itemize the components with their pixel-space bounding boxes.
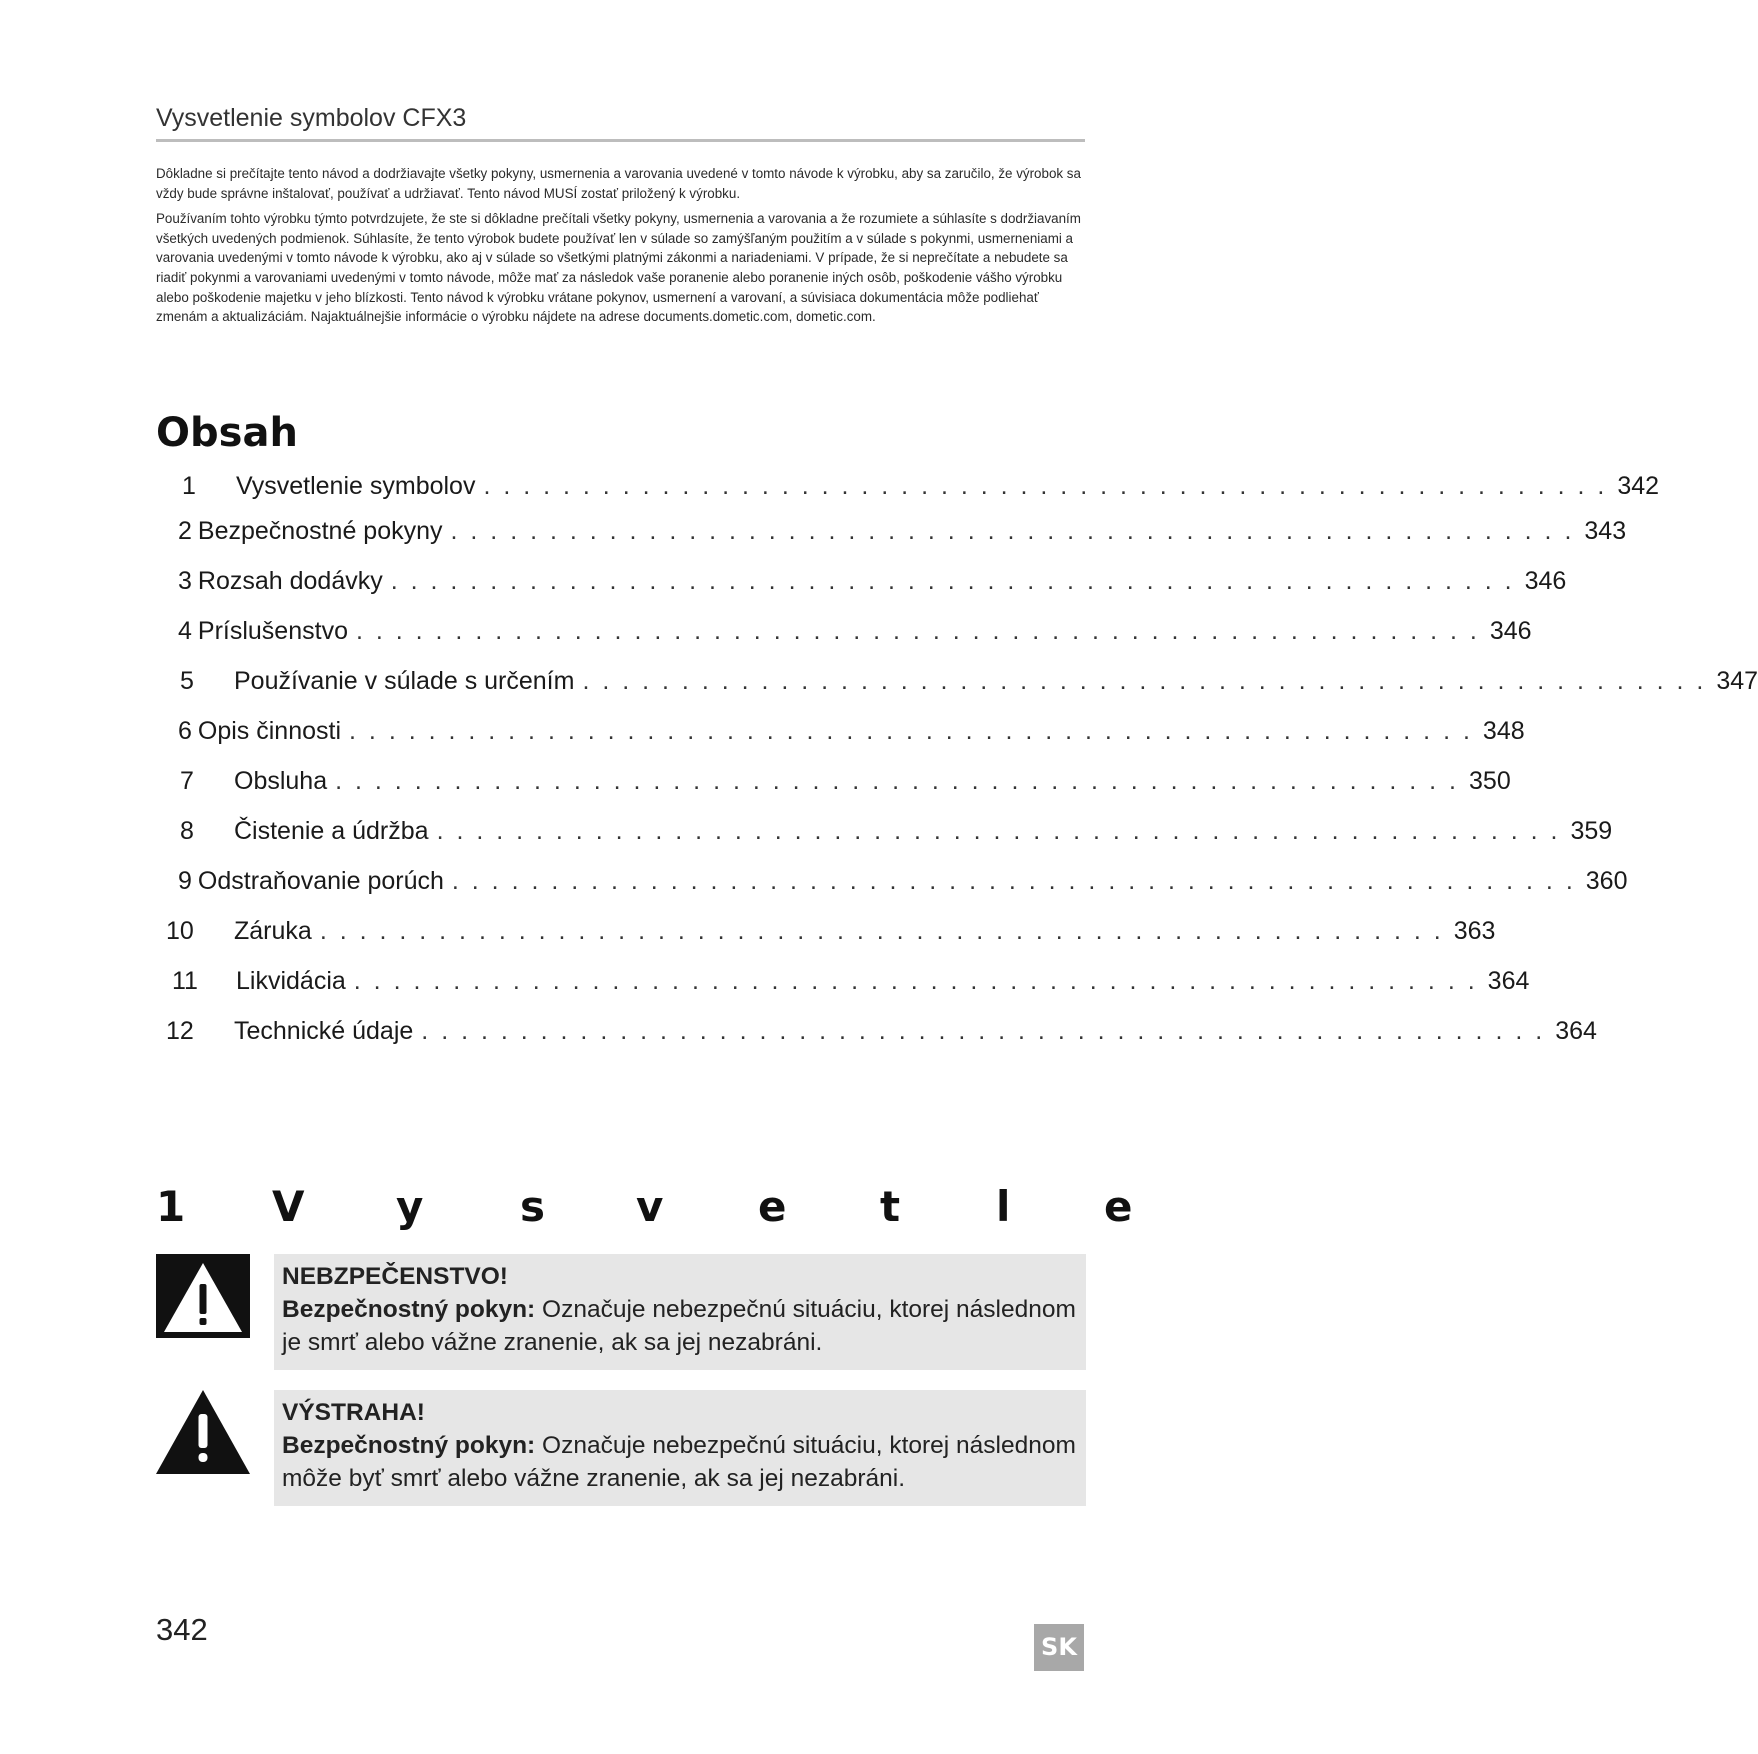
toc-entry-page: 348 [1482,716,1525,745]
section-heading-char: s [520,1182,545,1231]
warning-lead: Bezpečnostný pokyn: [282,1432,536,1459]
toc-title: Obsah [156,410,298,456]
toc-leader-dots: . . . . . . . . . . . . . . . . . . . . . . . . . . . . . . . . . . . . . . . . . . . . . . . . . . . . . . . . . [390,567,1515,595]
danger-warning-icon [156,1254,250,1338]
warning-notice-box [274,1390,1086,1506]
toc-entry[interactable] [156,1011,1597,1051]
toc-entry-title: Záruka [234,916,312,945]
toc-entry-number: 5 [180,666,194,695]
toc-entry-number: 4 [178,616,192,645]
warning-triangle-icon [156,1390,250,1474]
section-heading [156,1182,1241,1238]
toc-entry-page: 363 [1453,916,1496,945]
toc-entry-number: 11 [172,966,198,995]
toc-entry-title: Technické údaje [234,1016,414,1045]
toc-entry-title: Opis činnosti [197,716,342,745]
intro-paragraph-2: Používaním tohto výrobku týmto potvrdzujete, že ste si dôkladne prečítali všetky pokyny, usmernenia a varovania a že rozumiete a súhlasíte s dodržiavaním všetkých uvedených podmienok. Súhlasíte, že tento výrobok budete používať len v súlade so zamýšľaným použitím a v súlade s pokynmi, usmerneniami a varovania uvedenými v tomto návode k výrobku, ako aj v súlade so všetkými platnými zákonmi a nariadeniami. V prípade, že si neprečítate a nebudete sa riadiť pokynmi a varovaniami uvedenými v tomto návode, môže mať za následok vaše poranenie alebo poranenie iných osôb, poškodenie vášho výrobku alebo poškodenie majetku v jeho blízkosti. Tento návod k výrobku vrátane pokynov, usmernení a varovaní, a súvisiaca dokumentácia môže podliehať zmenám a aktualizáciám. Najaktuálnejšie informácie o výrobku nájdete na adrese documents.dometic.com, dometic.com. [156,211,1081,325]
toc-entry-title: Používanie v súlade s určením [234,666,575,695]
toc-entry[interactable] [156,761,1511,801]
toc-entry-page: 364 [1555,1016,1597,1045]
toc-entry-page: 350 [1469,766,1511,795]
toc-leader-dots: . . . . . . . . . . . . . . . . . . . . . . . . . . . . . . . . . . . . . . . . . . . . . . . . . . . . . . . . . [450,517,1575,545]
section-heading-char: t [880,1182,901,1231]
section-heading-char: V [272,1182,305,1231]
toc-entry-number: 9 [178,866,192,895]
danger-notice [156,1254,1086,1370]
toc-entry[interactable] [156,611,1532,651]
toc-entry[interactable] [156,561,1567,601]
toc-leader-dots: . . . . . . . . . . . . . . . . . . . . . . . . . . . . . . . . . . . . . . . . . . . . . . . . . . . . . . . . . [582,667,1707,695]
toc-entry[interactable] [156,861,1628,901]
toc-entry-number: 12 [166,1016,194,1045]
toc-entry-page: 364 [1487,966,1530,995]
toc-leader-dots: . . . . . . . . . . . . . . . . . . . . . . . . . . . . . . . . . . . . . . . . . . . . . . . . . . . . . . . . . [353,967,1478,995]
toc-entry-title: Odstraňovanie porúch [197,866,444,895]
toc-entry-number: 3 [178,566,192,595]
page-number: 342 [156,1612,208,1647]
section-heading-char: l [996,1182,1011,1231]
section-heading-char: 1 [156,1182,186,1231]
toc-entry-title: Vysvetlenie symbolov [236,471,476,500]
section-heading-char: v [636,1182,664,1231]
danger-notice-box [274,1254,1086,1370]
toc-leader-dots: . . . . . . . . . . . . . . . . . . . . . . . . . . . . . . . . . . . . . . . . . . . . . . . . . . . . . . . . . [436,817,1561,845]
toc-entry[interactable] [156,711,1525,751]
toc-entry-title: Bezpečnostné pokyny [197,516,443,545]
toc-entry[interactable] [156,466,1660,506]
toc-entry-page: 360 [1585,866,1628,895]
section-heading-char: y [396,1182,424,1231]
toc-entry-number: 6 [178,716,192,745]
header-title: Vysvetlenie symbolov CFX3 [156,104,467,132]
danger-text: Označuje nebezpečnú situáciu, ktorej následnom je smrť alebo vážne zranenie, ak sa jej nezabráni. [282,1296,1076,1356]
toc-entry-title: Likvidácia [236,966,346,995]
language-badge: SK [1034,1624,1084,1671]
toc-entry-page: 347 [1716,666,1758,695]
toc-leader-dots: . . . . . . . . . . . . . . . . . . . . . . . . . . . . . . . . . . . . . . . . . . . . . . . . . . . . . . . . . [335,767,1460,795]
toc-entry-number: 1 [182,471,196,500]
toc-leader-dots: . . . . . . . . . . . . . . . . . . . . . . . . . . . . . . . . . . . . . . . . . . . . . . . . . . . . . . . . . [421,1017,1546,1045]
toc-leader-dots: . . . . . . . . . . . . . . . . . . . . . . . . . . . . . . . . . . . . . . . . . . . . . . . . . . . . . . . . . [349,717,1473,745]
warning-text: Označuje nebezpečnú situáciu, ktorej následnom môže byť smrť alebo vážne zranenie, ak sa jej nezabráni. [282,1432,1076,1492]
toc-entry-title: Obsluha [234,766,328,795]
toc-leader-dots: . . . . . . . . . . . . . . . . . . . . . . . . . . . . . . . . . . . . . . . . . . . . . . . . . . . . . . . . . [483,472,1608,500]
warning-label: VÝSTRAHA! [282,1399,425,1426]
toc-leader-dots: . . . . . . . . . . . . . . . . . . . . . . . . . . . . . . . . . . . . . . . . . . . . . . . . . . . . . . . . . [451,867,1576,895]
warning-notice [156,1390,1086,1506]
toc-entry-number: 8 [180,816,194,845]
intro-text [156,164,1086,327]
danger-lead: Bezpečnostný pokyn: [282,1296,536,1323]
section-heading-char: e [758,1182,787,1231]
toc-entry-page: 343 [1584,516,1627,545]
section-heading-char: e [1104,1182,1133,1231]
toc-entry-title: Príslušenstvo [197,616,348,645]
toc-entry[interactable] [156,961,1530,1001]
running-header [156,103,1085,142]
toc-entry-number: 7 [180,766,194,795]
toc-leader-dots: . . . . . . . . . . . . . . . . . . . . . . . . . . . . . . . . . . . . . . . . . . . . . . . . . . . . . . . . . [355,617,1480,645]
toc-entry-page: 346 [1524,566,1567,595]
toc-entry-number: 10 [166,916,194,945]
toc-entry[interactable] [156,911,1496,951]
toc-entry[interactable] [156,511,1627,551]
toc-entry-page: 359 [1570,816,1613,845]
toc-entry-title: Rozsah dodávky [197,566,383,595]
toc-entry[interactable] [156,811,1613,851]
intro-paragraph-1: Dôkladne si prečítajte tento návod a dodržiavajte všetky pokyny, usmernenia a varovania uvedené v tomto návode k výrobku, aby sa zaručilo, že výrobok sa vždy bude správne inštalovať, používať a udržiavať. Tento návod MUSÍ zostať priložený k výrobku. [156,166,1081,201]
toc-entry-number: 2 [178,516,192,545]
toc-leader-dots: . . . . . . . . . . . . . . . . . . . . . . . . . . . . . . . . . . . . . . . . . . . . . . . . . . . . . . . . . [319,917,1444,945]
toc-entry-page: 346 [1489,616,1532,645]
toc-entry-page: 342 [1617,471,1660,500]
danger-label: NEBZPEČENSTVO! [282,1263,508,1290]
toc-entry[interactable] [156,661,1758,701]
toc-entry-title: Čistenie a údržba [234,816,429,845]
